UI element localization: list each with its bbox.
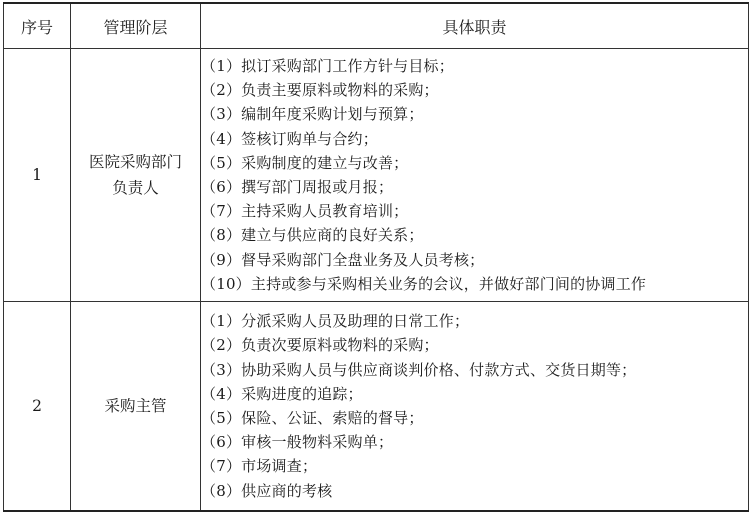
- header-duties: 具体职责: [201, 3, 749, 49]
- duty-item: （1）拟订采购部门工作方针与目标；: [201, 56, 454, 75]
- duty-item: （4）采购进度的追踪；: [201, 384, 363, 403]
- duty-item: （3）协助采购人员与供应商谈判价格、付款方式、交货日期等；: [201, 360, 637, 379]
- row-seq: 2: [4, 302, 71, 512]
- responsibility-table: [3, 2, 749, 512]
- row-level: [71, 302, 201, 512]
- level-line: 医院采购部门: [88, 153, 182, 171]
- duty-item: （5）保险、公证、索赔的督导；: [201, 409, 424, 427]
- row-duties: [201, 302, 749, 512]
- duty-item: （7）主持采购人员教育培训；: [201, 202, 409, 221]
- duty-item: （2）负责主要原料或物料的采购；: [201, 81, 439, 100]
- table-header-row: [4, 3, 749, 49]
- duty-item: （10）主持或参与采购相关业务的会议，并做好部门间的协调工作: [201, 274, 647, 293]
- duty-item: （9）督导采购部门全盘业务及人员考核；: [201, 250, 485, 269]
- duty-item: （5）采购制度的建立与改善；: [201, 153, 409, 172]
- duty-item: （1）分派采购人员及助理的日常工作；: [201, 312, 470, 331]
- row-duties: [201, 49, 749, 302]
- duty-item: （7）市场调查；: [201, 457, 318, 476]
- row-seq: 1: [4, 49, 71, 302]
- header-seq: 序号: [4, 3, 71, 49]
- level-line: 采购主管: [104, 397, 167, 415]
- table-row: [4, 49, 749, 302]
- header-level: 管理阶层: [71, 3, 201, 49]
- duty-item: （8）建立与供应商的良好关系；: [201, 226, 424, 245]
- duty-item: （4）签核订购单与合约；: [201, 129, 378, 148]
- table-row: [4, 302, 749, 512]
- duty-item: （3）编制年度采购计划与预算；: [201, 105, 424, 124]
- duty-item: （6）撰写部门周报或月报；: [201, 178, 394, 196]
- row-level: [71, 49, 201, 302]
- duty-item: （2）负责次要原料或物料的采购；: [201, 336, 439, 355]
- level-line: 负责人: [112, 179, 159, 197]
- duty-item: （6）审核一般物料采购单；: [201, 433, 394, 452]
- duty-item: （8）供应商的考核: [201, 481, 333, 500]
